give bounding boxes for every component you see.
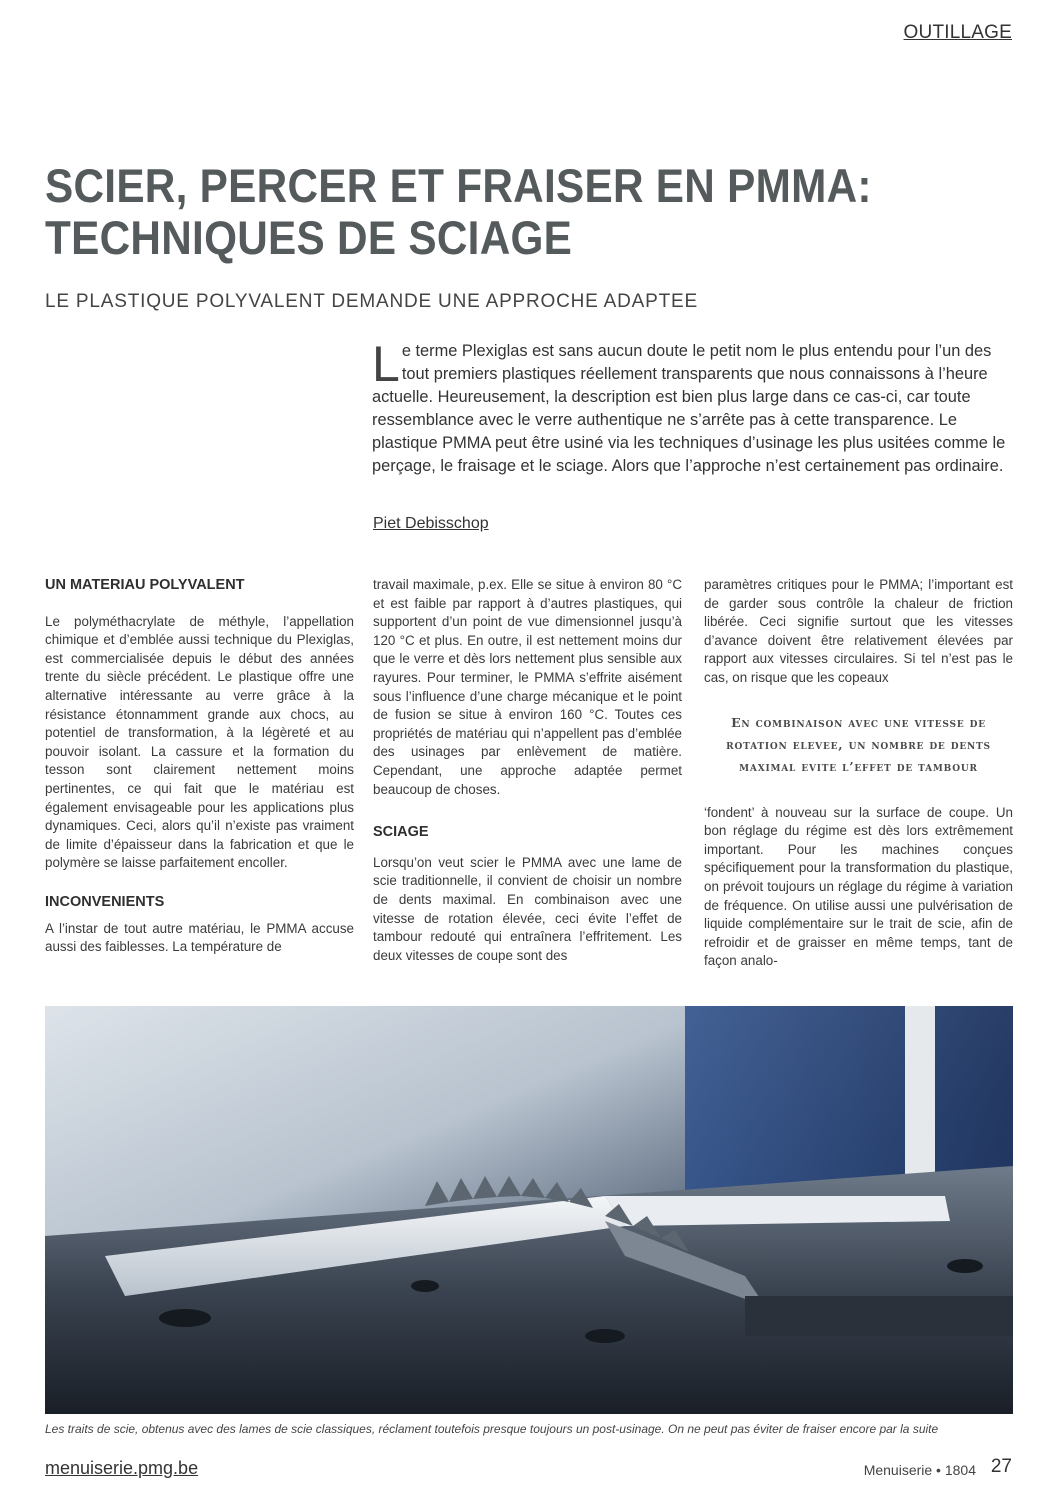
paragraph-sciage: Lorsqu’on veut scier le PMMA avec une lame de scie traditionnelle, il convient de choisir un nombre de dents maximal. En combinaison avec une vitesse de rotation élevée, ceci évite l’effet de tambour redouté qui entraînera l’effritement. Les deux vitesses de coupe sont des	[373, 854, 682, 963]
heading-sciage: SCIAGE	[373, 824, 429, 841]
drop-cap: L	[372, 336, 400, 392]
section-label: OUTILLAGE	[903, 22, 1012, 43]
article-title	[45, 160, 909, 264]
column-3	[704, 576, 1013, 971]
paragraph-inconvenients: A l’instar de tout autre matériau, le PMMA accuse aussi des faiblesses. La température de	[45, 920, 354, 955]
article-subtitle: LE PLASTIQUE POLYVALENT DEMANDE UNE APPROCHE ADAPTEE	[45, 291, 698, 312]
paragraph-col2: travail maximale, p.ex. Elle se situe à environ 80 °C et est faible par rapport à d’autres plastiques, qui supportent d’un point de vue dimensionnel jusqu’à 120 °C et plus. En outre, il est nettement moins dur que le verre et dès lors nettement plus sensible aux rayures. Pour terminer, le PMMA s’effrite aisément sous l’influence d’une charge mécanique et le point de fusion se situe à environ 160 °C. Toutes ces propriétés de matériau qui n’appellent pas d’emblée des usinages par enlèvement de matière. Cependant, une approche adaptée permet beaucoup de choses.	[373, 577, 682, 797]
author-byline: Piet Debisschop	[373, 515, 489, 532]
intro-text: e terme Plexiglas est sans aucun doute le petit nom le plus entendu pour l’un des tout premiers plastiques réellement transparents que nous connaissons à l’heure actuelle. Heureusement, la description est bien plus large dans ce cas-ci, car toute ressemblance avec le verre authentique ne s’arrête pas à cette transparence. Le plastique PMMA peut être usiné via les techniques d’usinage les plus usitées comme le perçage, le fraisage et le sciage. Alors que l’approche n’est certainement pas ordinaire.	[372, 342, 1006, 475]
photo-caption: Les traits de scie, obtenus avec des lames de scie classiques, réclament toutefois presque toujours un post-usinage. On ne peut pas éviter de fraiser encore par la suite	[45, 1422, 939, 1436]
paragraph-col3-b: ‘fondent’ à nouveau sur la surface de coupe. Un bon réglage du régime est dès lors extrêmement important. Pour les machines conçues spécifiquement pour la transformation du plastique, on prévoit toujours un réglage du régime à variation de fréquence. On utilise aussi une pulvérisation de liquide complémentaire sur le trait de scie, afin de refroidir et de graisser en même temps, tant de façon analo-	[704, 804, 1013, 969]
column-1	[45, 576, 354, 957]
intro-paragraph	[372, 336, 1012, 478]
paragraph-materiau: Le polyméthacrylate de méthyle, l’appellation chimique et d’emblée aussi technique du Plexiglas, est commercialisée depuis le début des années trente du siècle précédent. Le plastique offre une alternative intéressante au verre grâce à la résistance étonnamment grande aux chocs, au potentiel de transformation, à la légèreté et au pouvoir isolant. La cassure et la formation du tesson sont clairement nettement moins pertinentes, ce qui fait que le matériau est également envisageable pour les applications plus dynamiques. Ceci, alors qu’il n’existe pas vraiment de limite d’épaisseur dans la fabrication et que le polymère se laisse parfaitement encoller.	[45, 613, 354, 871]
title-line-2: TECHNIQUES DE SCIAGE	[45, 211, 573, 264]
heading-materiau: UN MATERIAU POLYVALENT	[45, 577, 245, 593]
paragraph-col3-a: paramètres critiques pour le PMMA; l’important est de garder sous contrôle la chaleur de friction libérée. Ceci signifie surtout que les vitesses d’avance doivent être relativement élevées par rapport aux vitesses circulaires. Si tel n’est pas le cas, on risque que les copeaux	[704, 577, 1013, 685]
column-2	[373, 576, 682, 965]
title-line-1: SCIER, PERCER ET FRAISER EN PMMA:	[45, 159, 872, 212]
page-number: 27	[990, 1456, 1012, 1477]
heading-inconvenients: INCONVENIENTS	[45, 893, 165, 910]
pull-quote: En combinaison avec une vitesse de rotation elevee, un nombre de dents maximal evite l’effet de tambour	[726, 714, 991, 774]
footer-website-link[interactable]: menuiserie.pmg.be	[45, 1458, 199, 1478]
saw-blade-photo	[45, 1006, 1013, 1414]
footer-issue: Menuiserie • 1804	[863, 1462, 976, 1478]
